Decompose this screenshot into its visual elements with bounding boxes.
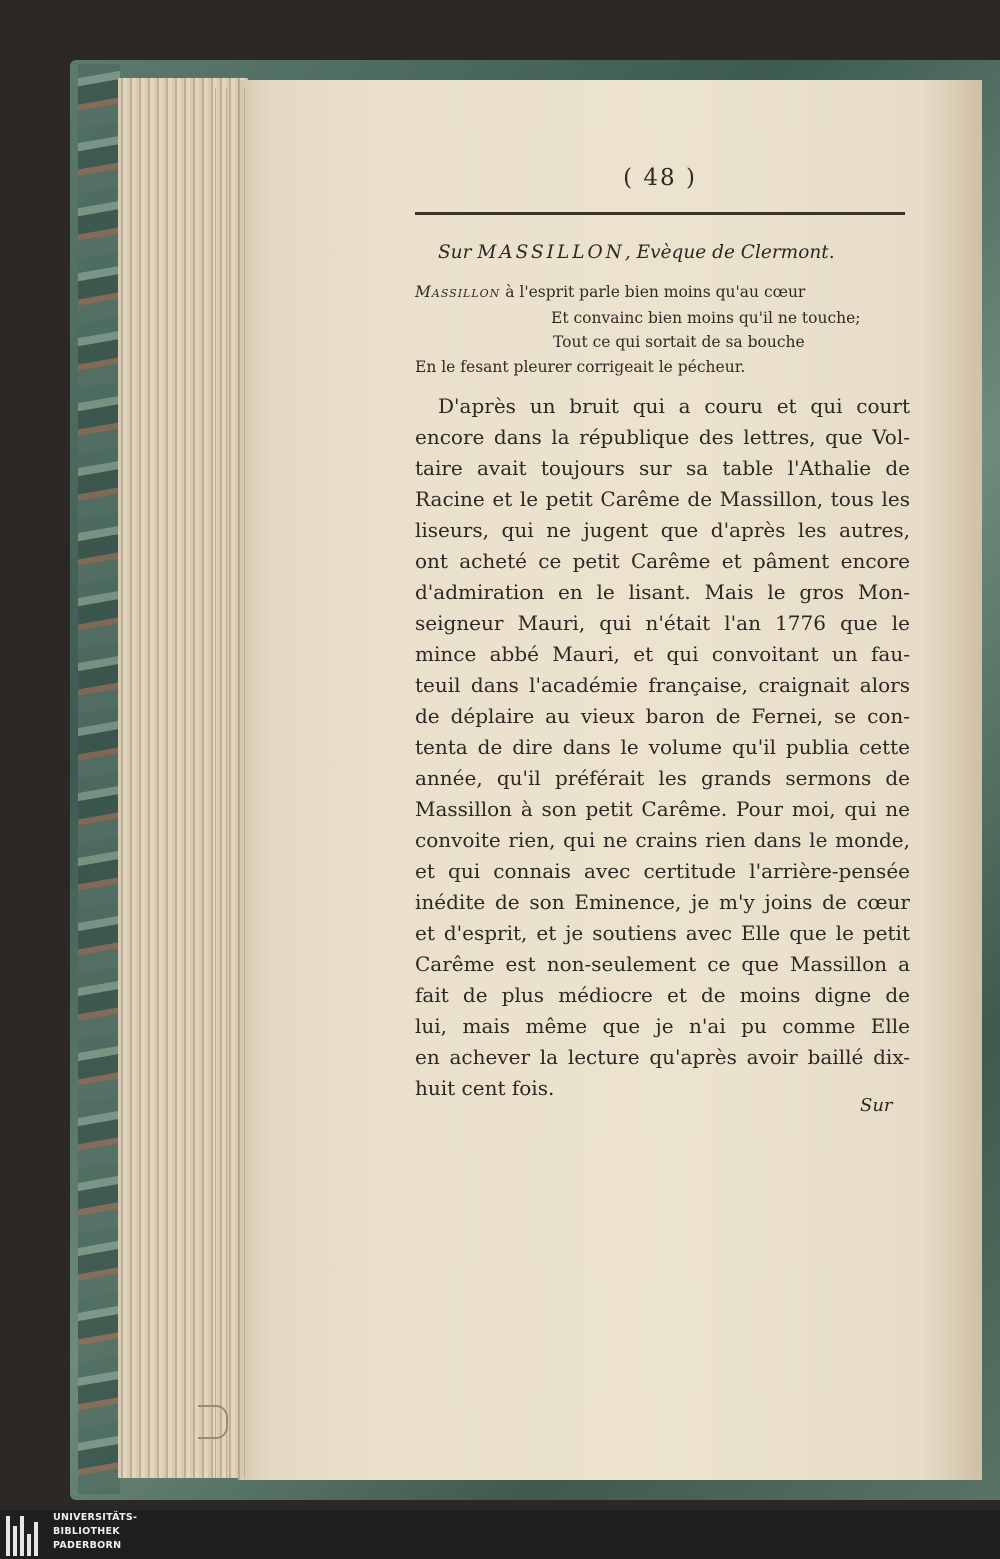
body-line: convoite rien, qui ne crains rien dans le monde, — [415, 828, 910, 852]
gutter-line — [215, 88, 216, 1478]
verse-title-suffix: , Evèque de Clermont. — [624, 242, 835, 263]
gutter-line — [244, 88, 245, 1478]
body-line: lui, mais même que je n'ai pu comme Elle — [415, 1014, 910, 1038]
body-line: tenta de dire dans le volume qu'il publia cette — [415, 735, 910, 759]
body-line: et d'esprit, et je soutiens avec Elle que le petit — [415, 921, 910, 945]
body-line: année, qu'il préférait les grands sermons de — [415, 766, 910, 790]
body-line: d'admiration en le lisant. Mais le gros Mon- — [415, 580, 910, 604]
verse-title-name: MASSILLON — [477, 242, 625, 263]
body-line: fait de plus médiocre et de moins digne de — [415, 983, 910, 1007]
library-name-line-2: BIBLIOTHEK — [53, 1526, 120, 1537]
verse-line-3: Tout ce qui sortait de sa bouche — [553, 333, 805, 351]
verse-line-1-text: à l'esprit parle bien moins qu'au cœur — [500, 283, 806, 301]
verse-line-4: En le fesant pleurer corrigeait le pécheur. — [415, 358, 746, 376]
page-number-header: ( 48 ) — [623, 165, 697, 191]
body-line: Massillon à son petit Carême. Pour moi, qui ne — [415, 797, 910, 821]
library-footer — [0, 1510, 1000, 1559]
library-name-line-3: PADERBORN — [53, 1540, 122, 1551]
library-name-line-1: UNIVERSITÄTS- — [53, 1512, 138, 1523]
body-line: taire avait toujours sur sa table l'Athalie de — [415, 456, 910, 480]
body-line: huit cent fois. — [415, 1076, 555, 1100]
body-line: en achever la lecture qu'après avoir baillé dix- — [415, 1045, 910, 1069]
verse-line-1-name: Massillon — [415, 283, 501, 301]
gutter-line — [226, 88, 227, 1478]
page-edges — [118, 78, 248, 1478]
header-rule — [415, 212, 905, 215]
library-logo-icon — [6, 1514, 46, 1556]
catchword: Sur — [860, 1095, 893, 1116]
marbled-cover-edge — [78, 64, 120, 1494]
body-line: et qui connais avec certitude l'arrière-pensée — [415, 859, 910, 883]
binding-tab — [198, 1405, 228, 1439]
body-line: teuil dans l'académie française, craignait alors — [415, 673, 910, 697]
body-line: D'après un bruit qui a couru et qui court — [438, 394, 910, 418]
body-line: mince abbé Mauri, et qui convoitant un fau- — [415, 642, 910, 666]
body-line: Carême est non-seulement ce que Massillon a — [415, 952, 910, 976]
body-line: encore dans la république des lettres, que Vol- — [415, 425, 910, 449]
body-line: seigneur Mauri, qui n'était l'an 1776 que le — [415, 611, 910, 635]
body-line: Racine et le petit Carême de Massillon, tous les — [415, 487, 910, 511]
body-line: inédite de son Eminence, je m'y joins de cœur — [415, 890, 910, 914]
verse-title — [438, 242, 928, 263]
verse-title-prefix: Sur — [438, 242, 478, 263]
body-line: ont acheté ce petit Carême et pâment encore — [415, 549, 910, 573]
body-line: de déplaire au vieux baron de Fernei, se con- — [415, 704, 910, 728]
body-line: liseurs, qui ne jugent que d'après les autres, — [415, 518, 910, 542]
verse-line-2: Et convainc bien moins qu'il ne touche; — [551, 309, 861, 327]
verse-line-1 — [415, 283, 905, 301]
